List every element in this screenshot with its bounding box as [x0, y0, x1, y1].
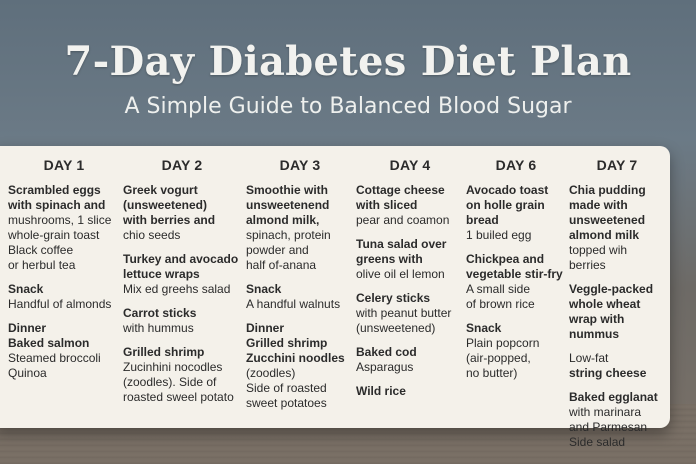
- meal-text-line: (unsweetened): [356, 321, 436, 335]
- meal-item: [246, 282, 354, 312]
- meal-item: [123, 183, 241, 243]
- meal-item: [123, 306, 241, 336]
- meal-text-line: with spinach and: [8, 198, 106, 212]
- meal-text-line: Baked cod: [356, 345, 417, 359]
- meal-text-line: Scrambled eggs: [8, 183, 101, 197]
- day-column-4: [356, 158, 464, 408]
- meal-text-line: with marinara: [569, 405, 642, 419]
- meal-item: [246, 321, 354, 411]
- meal-item: [356, 345, 464, 375]
- meal-text-line: Celery sticks: [356, 291, 431, 305]
- meal-text-line: Wild rice: [356, 384, 406, 398]
- meal-text-line: Steamed broccoli: [8, 351, 101, 365]
- meal-item: [123, 252, 241, 297]
- meal-text-line: Avocado toast: [466, 183, 549, 197]
- meal-text-line: with berries and: [123, 213, 216, 227]
- meal-text-line: Veggle-packed: [569, 282, 654, 296]
- meal-item: [356, 291, 464, 336]
- meal-text-line: with sliced: [356, 198, 418, 212]
- meal-text-line: sweet potatoes: [246, 396, 327, 410]
- meal-text-line: greens with: [356, 252, 423, 266]
- meal-text-line: Grilled shrimp: [123, 345, 205, 359]
- meal-text-line: half of-anana: [246, 258, 317, 272]
- meal-text-line: Chia pudding: [569, 183, 646, 197]
- meal-text-line: Baked egglanat: [569, 390, 658, 404]
- meal-text-line: Zucinhini nocodles: [123, 360, 223, 374]
- meal-item: [569, 351, 665, 381]
- meal-text-line: unsweetenend: [246, 198, 330, 212]
- meal-text-line: Low-fat: [569, 351, 609, 365]
- page-title: 7-Day Diabetes Diet Plan: [64, 38, 632, 85]
- meal-item: [466, 183, 566, 243]
- meal-text-line: or herbul tea: [8, 258, 76, 272]
- day-heading: DAY 4: [389, 157, 431, 173]
- meal-text-line: powder and: [246, 243, 309, 257]
- meal-text-line: Dinner: [8, 321, 47, 335]
- meal-text-line: Chickpea and: [466, 252, 545, 266]
- meal-text-line: vegetable stir-fry: [466, 267, 563, 281]
- meal-item: [466, 321, 566, 381]
- day-column-5: [466, 158, 566, 390]
- meal-text-line: (air-popped,: [466, 351, 531, 365]
- meal-text-line: Mix ed greehs salad: [123, 282, 231, 296]
- meal-text-line: Carrot sticks: [123, 306, 197, 320]
- meal-item: [569, 282, 665, 342]
- meal-item: [466, 252, 566, 312]
- meal-text-line: Cottage cheese: [356, 183, 445, 197]
- meal-text-line: 1 builed egg: [466, 228, 532, 242]
- meal-text-line: made with: [569, 198, 628, 212]
- meal-text-line: Black coffee: [8, 243, 74, 257]
- meal-text-line: string cheese: [569, 366, 647, 380]
- meal-text-line: A small side: [466, 282, 531, 296]
- meal-text-line: mushrooms, 1 slice: [8, 213, 112, 227]
- meal-text-line: Grilled shrimp: [246, 336, 328, 350]
- meal-text-line: pear and coamon: [356, 213, 450, 227]
- meal-text-line: bread: [466, 213, 499, 227]
- day-heading: DAY 7: [596, 157, 638, 173]
- meal-text-line: Turkey and avocado: [123, 252, 239, 266]
- meal-text-line: (zoodles). Side of: [123, 375, 217, 389]
- meal-text-line: almond milk,: [246, 213, 320, 227]
- meal-text-line: Plain popcorn: [466, 336, 540, 350]
- meal-text-line: almond milk: [569, 228, 640, 242]
- meal-text-line: of brown rice: [466, 297, 535, 311]
- meal-item: [8, 183, 120, 273]
- meal-text-line: A handful walnuts: [246, 297, 341, 311]
- meal-text-line: on holle grain: [466, 198, 545, 212]
- day-heading: DAY 1: [43, 157, 85, 173]
- meal-text-line: Side of roasted: [246, 381, 327, 395]
- meal-text-line: Zucchini noodles: [246, 351, 345, 365]
- meal-text-line: no butter): [466, 366, 518, 380]
- meal-text-line: Baked salmon: [8, 336, 90, 350]
- meal-item: [569, 183, 665, 273]
- day-heading: DAY 6: [495, 157, 537, 173]
- meal-text-line: wrap with nummus: [569, 312, 625, 341]
- meal-text-line: spinach, protein: [246, 228, 331, 242]
- meal-text-line: Snack: [466, 321, 502, 335]
- meal-item: [8, 282, 120, 312]
- meal-item: [356, 384, 464, 399]
- meal-text-line: Handful of almonds: [8, 297, 112, 311]
- day-column-2: [123, 158, 241, 414]
- meal-text-line: olive oil el lemon: [356, 267, 445, 281]
- meal-text-line: Smoothie with: [246, 183, 328, 197]
- meal-text-line: with peanut butter: [356, 306, 452, 320]
- page-subtitle: A Simple Guide to Balanced Blood Sugar: [124, 94, 572, 119]
- meal-item: [569, 390, 665, 450]
- meal-text-line: roasted sweel potato: [123, 390, 234, 404]
- day-column-6: [569, 158, 665, 459]
- meal-text-line: whole wheat: [569, 297, 641, 311]
- meal-text-line: (zoodles): [246, 366, 296, 380]
- meal-text-line: Asparagus: [356, 360, 414, 374]
- meal-text-line: and Parmesan: [569, 420, 648, 434]
- meal-item: [8, 321, 120, 381]
- meal-text-line: Snack: [8, 282, 44, 296]
- meal-text-line: with hummus: [123, 321, 194, 335]
- meal-text-line: Greek vogurt: [123, 183, 198, 197]
- day-column-3: [246, 158, 354, 420]
- day-heading: DAY 2: [161, 157, 203, 173]
- meal-item: [356, 183, 464, 228]
- meal-text-line: Dinner: [246, 321, 285, 335]
- meal-text-line: Quinoa: [8, 366, 47, 380]
- meal-item: [246, 183, 354, 273]
- meal-item: [123, 345, 241, 405]
- meal-text-line: (unsweetened): [123, 198, 208, 212]
- meal-text-line: whole-grain toast: [8, 228, 100, 242]
- meal-text-line: Tuna salad over: [356, 237, 447, 251]
- meal-plan-card: [0, 146, 670, 449]
- meal-text-line: unsweetened: [569, 213, 646, 227]
- day-heading: DAY 3: [279, 157, 321, 173]
- meal-item: [356, 237, 464, 282]
- meal-text-line: Side salad: [569, 435, 626, 449]
- meal-text-line: chio seeds: [123, 228, 181, 242]
- page-header: [0, 34, 696, 124]
- meal-text-line: Snack: [246, 282, 282, 296]
- meal-text-line: lettuce wraps: [123, 267, 200, 281]
- meal-text-line: topped wih berries: [569, 243, 628, 272]
- day-column-1: [8, 158, 120, 390]
